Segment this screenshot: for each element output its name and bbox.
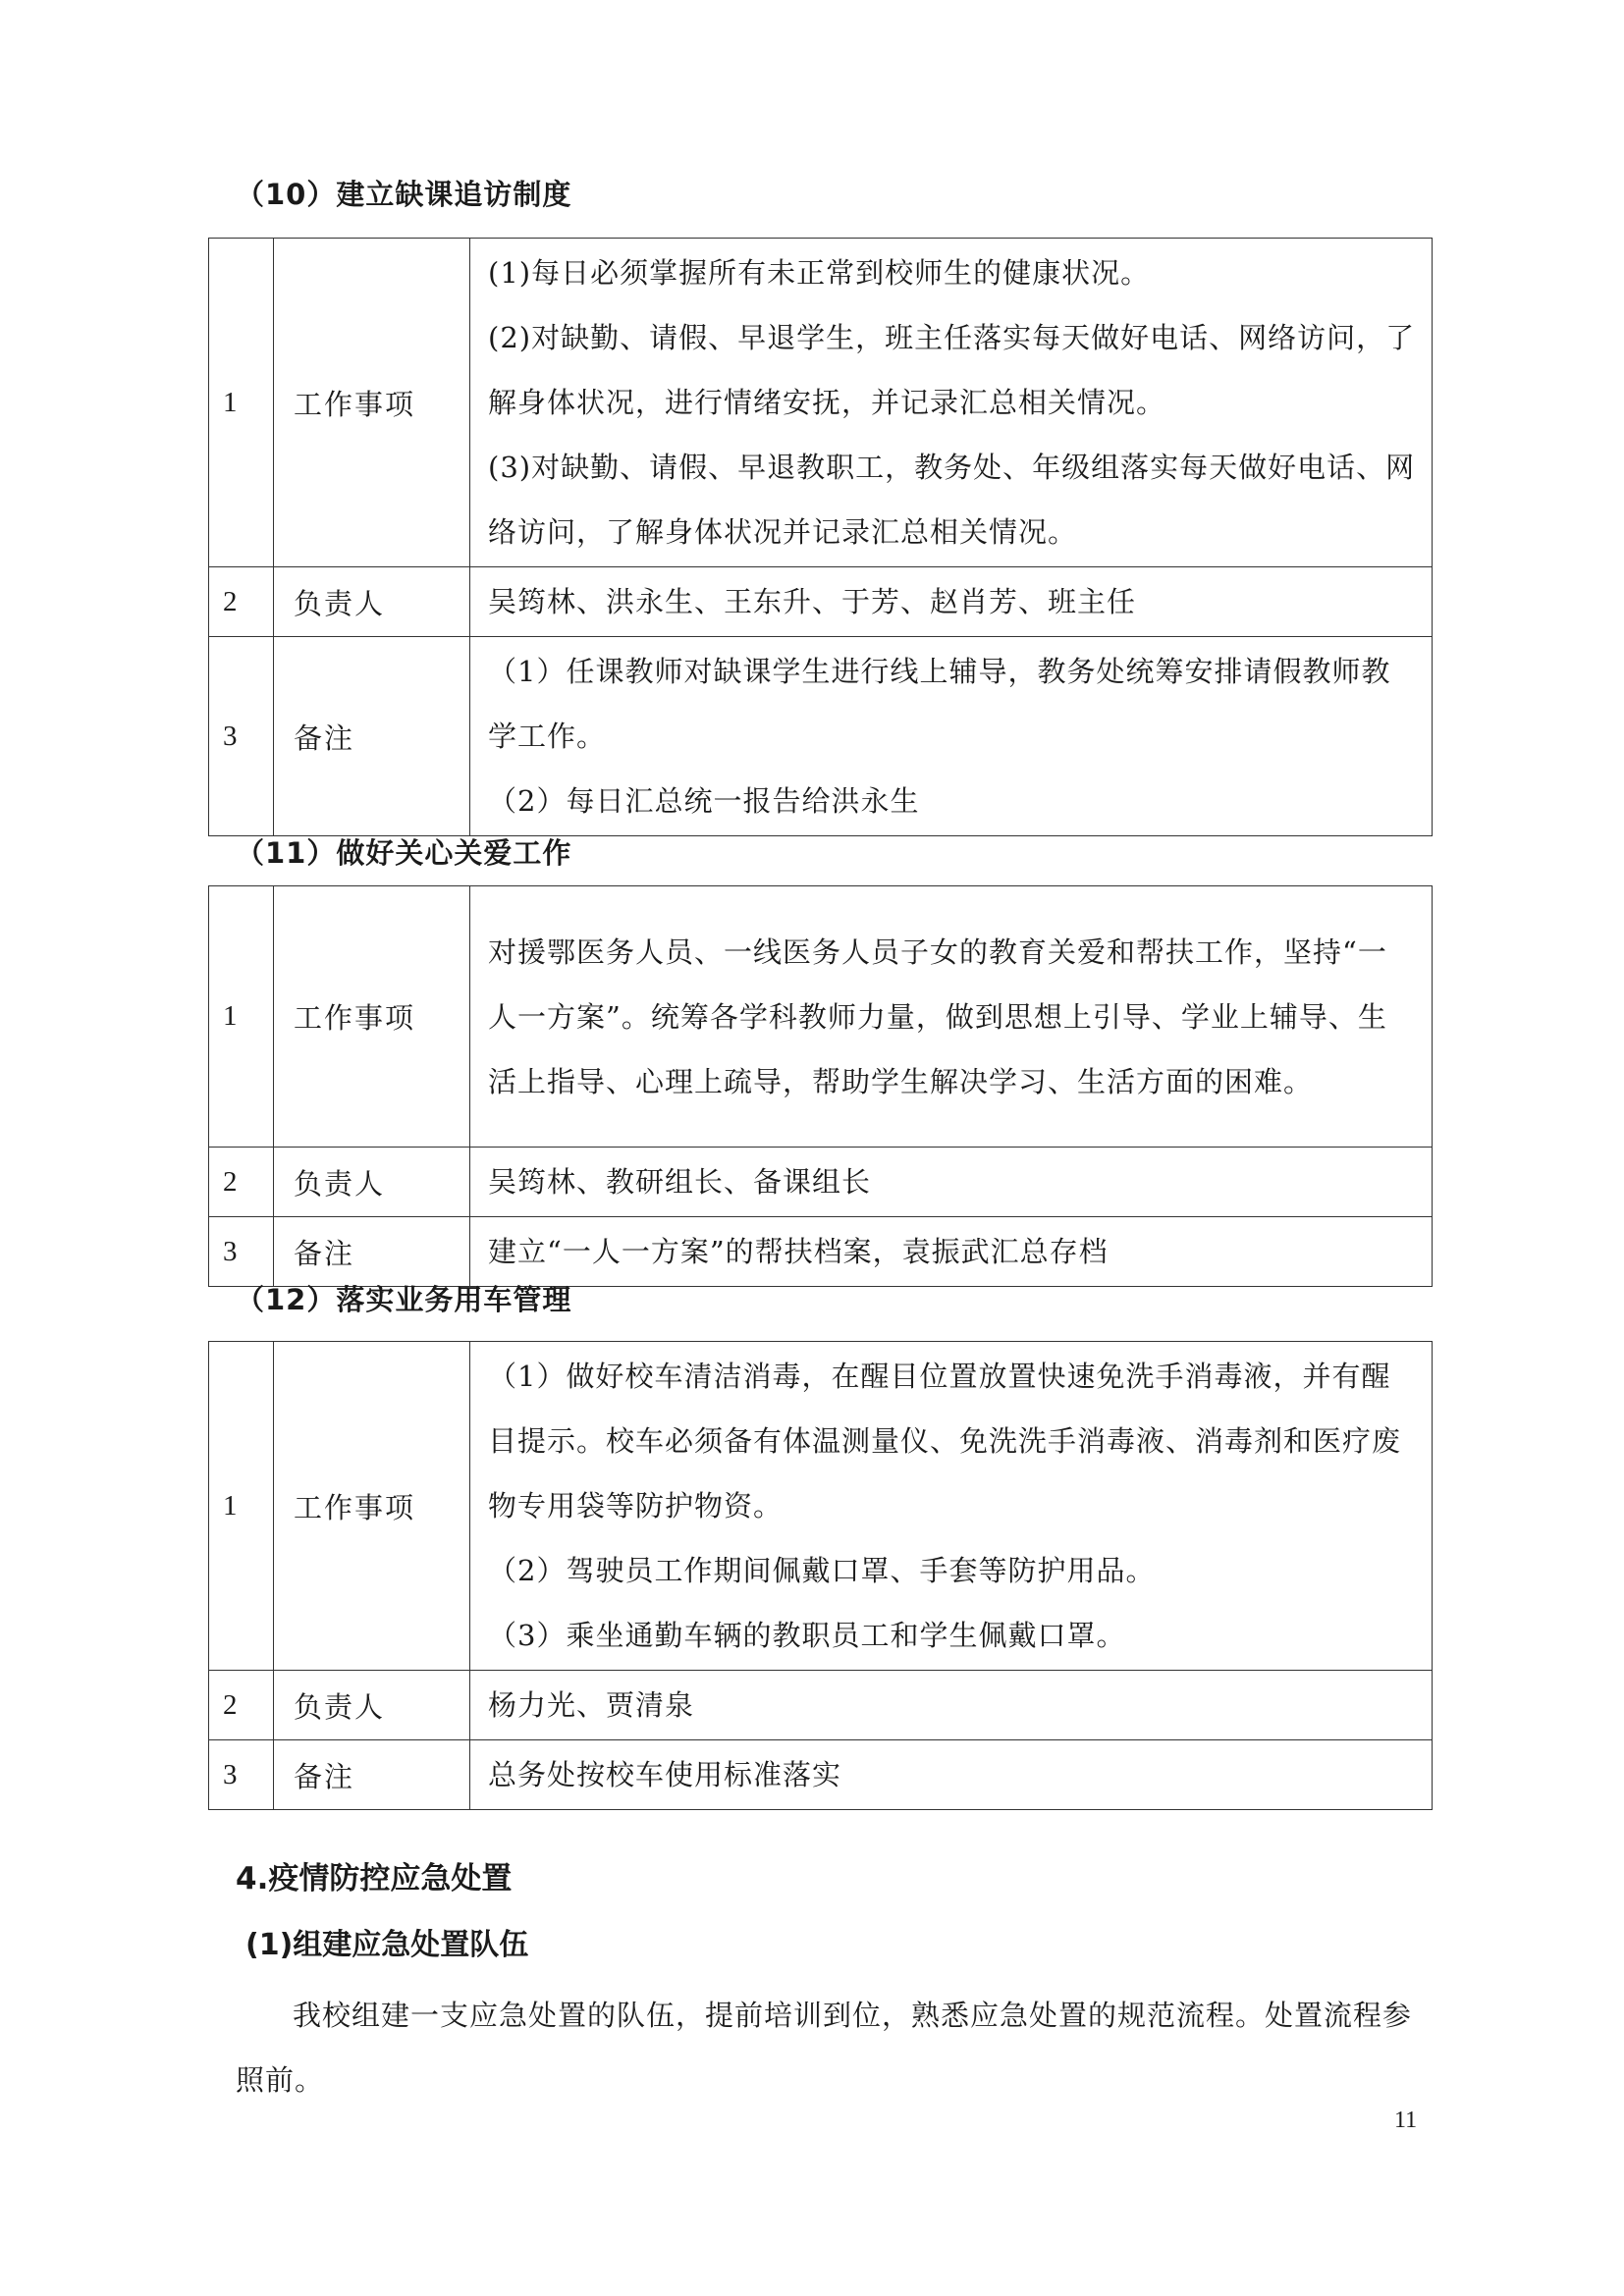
- content-line: 总务处按校车使用标准落实: [488, 1758, 842, 1791]
- row-content: [470, 1342, 1433, 1671]
- content-line: (3)对缺勤、请假、早退教职工，教务处、年级组落实每天做好电话、网络访问，了解身体状况并记录汇总相关情况。: [488, 451, 1416, 549]
- row-number: 3: [209, 1217, 274, 1287]
- table-row: [209, 886, 1433, 1148]
- table-row: [209, 637, 1433, 836]
- subsection-heading: (1)组建应急处置队伍: [245, 1928, 529, 1962]
- table-row: [209, 1148, 1433, 1217]
- content-line: （2）驾驶员工作期间佩戴口罩、手套等防护用品。: [488, 1554, 1156, 1587]
- row-label: 负责人: [274, 567, 470, 637]
- row-label: 负责人: [274, 1148, 470, 1217]
- content-line: （2）每日汇总统一报告给洪永生: [488, 784, 920, 818]
- section-4-heading: 4.疫情防控应急处置: [236, 1861, 513, 1896]
- row-label: 负责人: [274, 1671, 470, 1740]
- section-10-table: [208, 238, 1433, 836]
- section-12-table: [208, 1341, 1433, 1810]
- row-number: 2: [209, 1148, 274, 1217]
- section-11-title: （11）做好关心关爱工作: [236, 836, 572, 870]
- table-row: [209, 1217, 1433, 1287]
- row-content: [470, 1148, 1433, 1217]
- row-label: 备注: [274, 1217, 470, 1287]
- row-number: 3: [209, 637, 274, 836]
- page-number: 11: [1394, 2108, 1418, 2133]
- content-line: 吴筠林、洪永生、王东升、于芳、赵肖芳、班主任: [488, 585, 1137, 618]
- section-11-table: [208, 885, 1433, 1287]
- row-label: 工作事项: [274, 886, 470, 1148]
- row-number: 2: [209, 1671, 274, 1740]
- row-number: 1: [209, 886, 274, 1148]
- content-line: （1）做好校车清洁消毒，在醒目位置放置快速免洗手消毒液，并有醒目提示。校车必须备有体温测量仪、免洗洗手消毒液、消毒剂和医疗废物专用袋等防护物资。: [488, 1360, 1402, 1522]
- row-content: [470, 1671, 1433, 1740]
- content-line: (2)对缺勤、请假、早退学生，班主任落实每天做好电话、网络访问，了解身体状况，进行情绪安抚，并记录汇总相关情况。: [488, 321, 1416, 419]
- section-12-title: （12）落实业务用车管理: [236, 1283, 572, 1316]
- content-line: (1)每日必须掌握所有未正常到校师生的健康状况。: [488, 256, 1151, 290]
- table-row: [209, 1671, 1433, 1740]
- row-label: 工作事项: [274, 239, 470, 567]
- row-label: 工作事项: [274, 1342, 470, 1671]
- table-row: [209, 567, 1433, 637]
- content-line: （1）任课教师对缺课学生进行线上辅导，教务处统筹安排请假教师教学工作。: [488, 655, 1391, 753]
- body-paragraph: 我校组建一支应急处置的队伍，提前培训到位，熟悉应急处置的规范流程。处置流程参照前。: [236, 1999, 1413, 2097]
- row-number: 3: [209, 1740, 274, 1810]
- row-number: 1: [209, 1342, 274, 1671]
- table-row: [209, 239, 1433, 567]
- row-number: 2: [209, 567, 274, 637]
- row-label: 备注: [274, 1740, 470, 1810]
- content-line: 吴筠林、教研组长、备课组长: [488, 1165, 872, 1199]
- row-content: [470, 637, 1433, 836]
- row-number: 1: [209, 239, 274, 567]
- table-row: [209, 1740, 1433, 1810]
- row-content: [470, 886, 1433, 1148]
- content-line: （3）乘坐通勤车辆的教职员工和学生佩戴口罩。: [488, 1619, 1126, 1652]
- table-row: [209, 1342, 1433, 1671]
- row-content: [470, 1740, 1433, 1810]
- row-content: [470, 239, 1433, 567]
- row-content: [470, 1217, 1433, 1287]
- section-10-title: （10）建立缺课追访制度: [236, 178, 572, 211]
- content-line: 建立“一人一方案”的帮扶档案，袁振武汇总存档: [488, 1235, 1109, 1268]
- content-line: 杨力光、贾清泉: [488, 1688, 695, 1722]
- content-line: 对援鄂医务人员、一线医务人员子女的教育关爱和帮扶工作，坚持“一人一方案”。统筹各学科教师力量，做到思想上引导、学业上辅导、生活上指导、心理上疏导，帮助学生解决学习、生活方面的困难。: [488, 934, 1387, 1098]
- row-content: [470, 567, 1433, 637]
- row-label: 备注: [274, 637, 470, 836]
